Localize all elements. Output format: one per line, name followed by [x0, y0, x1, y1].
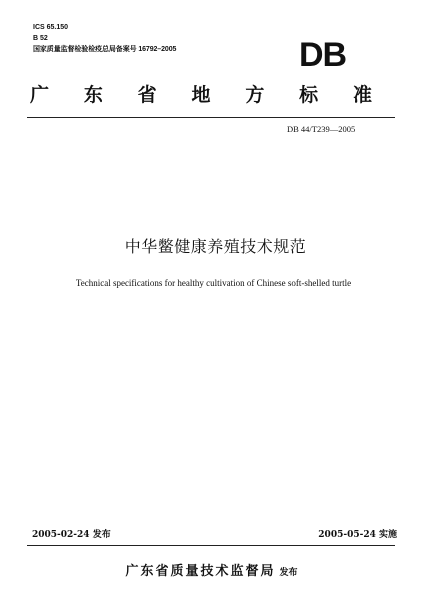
standard-type-char: 东: [83, 84, 103, 106]
bottom-divider: [27, 545, 395, 546]
issue-date: 2005-02-24 发布: [32, 530, 111, 540]
db-logo: DB: [299, 36, 347, 74]
standard-type-char: 标: [299, 84, 319, 106]
classification-code: B 52: [33, 35, 48, 42]
standard-type-title: [30, 84, 372, 106]
issuer-action: 发布: [279, 568, 298, 578]
issuer-name: 广东省质量技术监督局: [125, 564, 276, 579]
standard-type-char: 方: [245, 84, 265, 106]
filing-number: 国家质量监督检验检疫总局备案号 16792–2005: [33, 46, 177, 53]
standard-type-char: 广: [30, 84, 50, 106]
ics-code: ICS 65.150: [33, 24, 69, 31]
standard-type-char: 地: [191, 84, 211, 106]
implementation-date: 2005-05-24 实施: [318, 530, 397, 540]
top-divider: [27, 117, 395, 118]
title-english: Technical specifications for healthy cultivation of Chinese soft-shelled turtle: [75, 278, 352, 288]
title-chinese: 中华鳖健康养殖技术规范: [124, 237, 307, 256]
standard-number: DB 44/T239—2005: [287, 124, 356, 134]
issuer-line: [0, 560, 423, 579]
standard-type-char: 省: [137, 84, 157, 106]
standard-type-char: 准: [352, 84, 372, 106]
